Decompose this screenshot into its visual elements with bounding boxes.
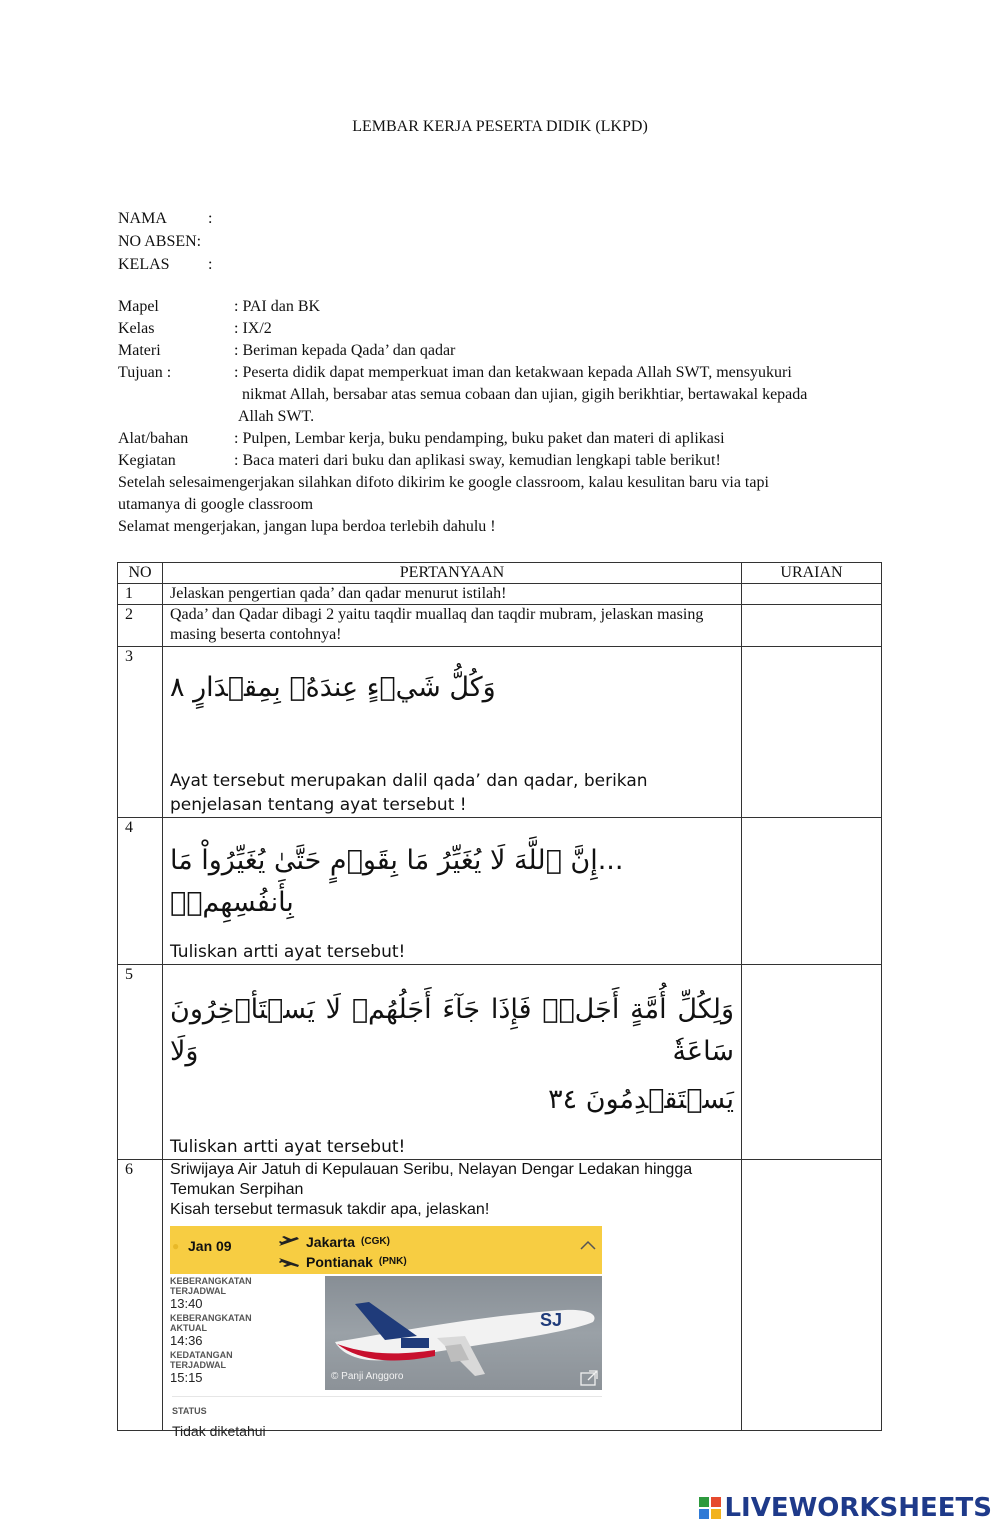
absen-label: NO ABSEN:	[118, 233, 202, 250]
materi-value: : Beriman kepada Qada’ dan qadar	[234, 342, 456, 359]
table-row	[118, 965, 882, 1160]
question-text: Qada’ dan Qadar dibagi 2 yaitu taqdir muallaq dan taqdir mubram, jelaskan masing masing beserta contohnya!	[163, 605, 742, 647]
origin-code: (CGK)	[361, 1236, 390, 1247]
status-label: STATUS	[172, 1406, 207, 1416]
sched-dep-label: KEBERANGKATAN	[170, 1276, 252, 1286]
act-dep-label-2: AKTUAL	[170, 1323, 207, 1333]
name-sep: :	[208, 210, 213, 227]
landing-icon	[278, 1256, 300, 1268]
flight-date: Jan 09	[188, 1238, 232, 1254]
destination-row	[278, 1252, 407, 1272]
flight-status	[172, 1396, 602, 1441]
answer-cell[interactable]	[742, 1160, 882, 1431]
act-dep-label: KEBERANGKATAN	[170, 1313, 252, 1323]
header-no: NO	[118, 563, 163, 584]
sched-dep-time: 13:40	[170, 1296, 203, 1311]
flight-info-card	[170, 1226, 602, 1439]
answer-cell[interactable]	[742, 818, 882, 965]
student-identity	[118, 207, 212, 276]
question-text: Jelaskan pengertian qada’ dan qadar menurut istilah!	[163, 584, 742, 605]
mapel-key: Mapel	[118, 298, 159, 315]
answer-cell[interactable]	[742, 584, 882, 605]
row-number: 5	[118, 965, 163, 1160]
flight-header	[170, 1226, 602, 1274]
row-number: 1	[118, 584, 163, 605]
question-text: Kisah tersebut termasuk takdir apa, jelaskan!	[170, 1201, 490, 1218]
kegiatan-value: : Baca materi dari buku dan aplikasi sway, kemudian lengkapi table berikut!	[234, 452, 721, 469]
question-text: Tuliskan artti ayat tersebut!	[170, 942, 406, 962]
sched-arr-label-2: TERJADWAL	[170, 1360, 226, 1370]
tail-logo: SJ	[540, 1310, 563, 1330]
status-value: Tidak diketahui	[172, 1423, 266, 1439]
news-headline: Sriwijaya Air Jatuh di Kepulauan Seribu, Nelayan Dengar Ledakan hingga Temukan Serpihan	[170, 1161, 693, 1198]
row-number: 6	[118, 1160, 163, 1431]
name-label: NAMA	[118, 210, 167, 227]
destination-city: Pontianak	[306, 1254, 373, 1270]
tujuan-line-3: Allah SWT.	[238, 408, 315, 425]
kegiatan-key: Kegiatan	[118, 452, 176, 469]
question-cell	[163, 818, 742, 965]
takeoff-icon	[278, 1236, 300, 1248]
arabic-verse-line-1: وَلِكُلِّ أُمَّةٍ أَجَلٞۖ فَإِذَا جَآءَ أَجَلُهُمۡ لَا يَسۡتَأۡخِرُونَ سَاعَةٗ وَلَا	[170, 994, 734, 1067]
sched-arr-time: 15:15	[170, 1370, 203, 1385]
act-dep-time: 14:36	[170, 1333, 203, 1348]
table-header	[118, 563, 882, 584]
question-cell	[163, 647, 742, 818]
origin-city: Jakarta	[306, 1234, 356, 1250]
sched-dep-label-2: TERJADWAL	[170, 1286, 226, 1296]
tujuan-key: Tujuan :	[118, 364, 172, 381]
materi-key: Materi	[118, 342, 161, 359]
table-row	[118, 1160, 882, 1431]
tujuan-value	[234, 362, 888, 428]
brand-footer	[699, 1493, 992, 1523]
question-text: Tuliskan artti ayat tersebut!	[170, 1137, 406, 1157]
table-row	[118, 584, 882, 605]
question-cell	[163, 1160, 742, 1439]
row-number: 3	[118, 647, 163, 818]
kelas-key: Kelas	[118, 320, 155, 337]
table-row	[118, 647, 882, 818]
header-answer: URAIAN	[742, 563, 882, 584]
flight-schedule	[170, 1276, 324, 1396]
question-text: Ayat tersebut merupakan dalil qada’ dan qadar, berikan penjelasan tentang ayat tersebut !	[170, 771, 648, 815]
mapel-value: : PAI dan BK	[234, 298, 321, 315]
chevron-up-icon[interactable]	[580, 1240, 596, 1250]
row-number: 4	[118, 818, 163, 965]
dot-icon: ●	[172, 1239, 180, 1253]
expand-icon[interactable]	[580, 1370, 598, 1386]
instruction-line-2: utamanya di google classroom	[118, 496, 314, 513]
header-question: PERTANYAAN	[163, 563, 742, 584]
lesson-info	[118, 296, 888, 538]
row-number: 2	[118, 605, 163, 647]
sched-arr-label: KEDATANGAN	[170, 1350, 233, 1360]
answer-cell[interactable]	[742, 605, 882, 647]
instruction-line-1: Setelah selesaimengerjakan silahkan difoto dikirim ke google classroom, kalau kesulitan baru via tapi	[118, 474, 769, 491]
brand-name: LIVEWORKSHEETS	[724, 1493, 992, 1523]
arabic-verse-line-2: يَسۡتَقۡدِمُونَ ٣٤	[548, 1084, 734, 1115]
origin-row	[278, 1232, 390, 1252]
liveworksheets-logo-icon	[699, 1497, 721, 1519]
greeting-line: Selamat mengerjakan, jangan lupa berdoa terlebih dahulu !	[118, 518, 496, 535]
alat-value: : Pulpen, Lembar kerja, buku pendamping, buku paket dan materi di aplikasi	[234, 430, 725, 447]
question-table	[117, 562, 882, 1439]
photo-credit: © Panji Anggoro	[331, 1371, 404, 1382]
airplane-photo	[325, 1276, 602, 1390]
kelas-value: : IX/2	[234, 320, 272, 337]
arabic-verse: ...إِنَّ ٱللَّهَ لَا يُغَيِّرُ مَا بِقَوۡمٍ حَتَّىٰ يُغَيِّرُواْ مَا بِأَنفُسِهِمۡۗ	[170, 845, 624, 918]
alat-key: Alat/bahan	[118, 430, 189, 447]
page-title: LEMBAR KERJA PESERTA DIDIK (LKPD)	[352, 118, 648, 135]
table-row	[118, 818, 882, 965]
answer-cell[interactable]	[742, 647, 882, 818]
question-cell	[163, 965, 742, 1160]
arabic-verse: وَكُلُّ شَيۡءٍ عِندَهُۥ بِمِقۡدَارٍ ٨	[170, 672, 496, 703]
class-label: KELAS	[118, 256, 170, 273]
destination-code: (PNK)	[378, 1256, 407, 1267]
tujuan-line-1: : Peserta didik dapat memperkuat iman dan ketakwaan kepada Allah SWT, mensyukuri	[234, 364, 792, 381]
answer-cell[interactable]	[742, 965, 882, 1160]
table-row	[118, 605, 882, 647]
tujuan-line-2: nikmat Allah, bersabar atas semua cobaan dan ujian, gigih berikhtiar, bertawakal kepada	[242, 386, 808, 403]
class-sep: :	[208, 256, 213, 273]
